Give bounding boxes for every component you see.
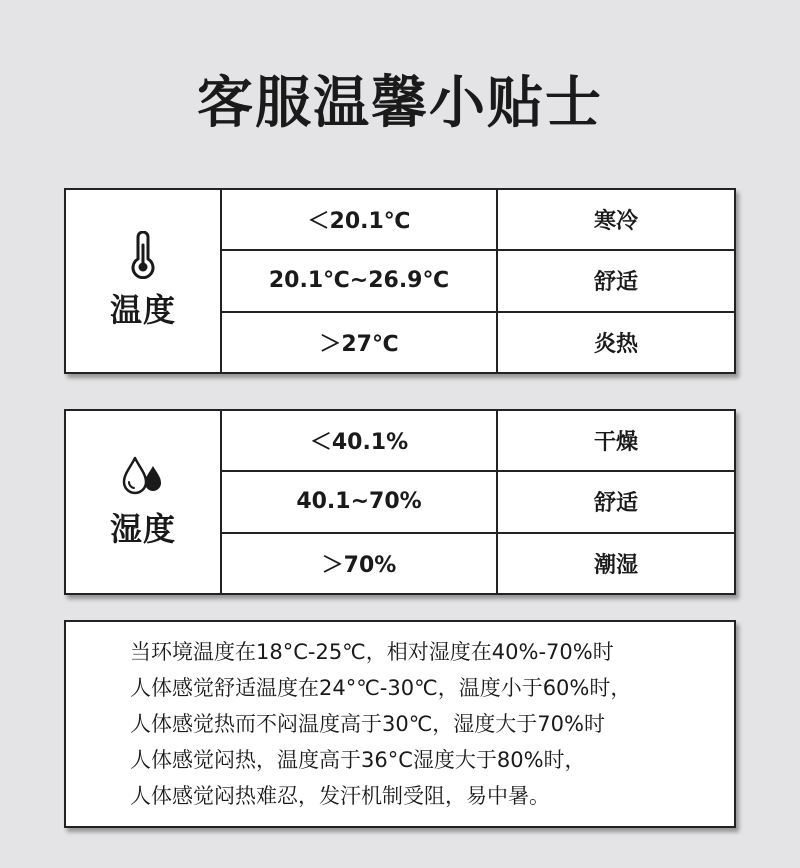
humidity-range-cell: ＜40.1% xyxy=(222,411,498,470)
note-line: 人体感觉闷热难忍，发汗机制受阻，易中暑。 xyxy=(130,784,550,808)
table-row xyxy=(222,472,734,533)
table-row xyxy=(222,190,734,251)
note-line: 人体感觉舒适温度在24°℃-30℃，温度小于60%时， xyxy=(130,676,632,700)
note-box xyxy=(64,620,736,828)
temperature-label: 温度 xyxy=(109,291,176,329)
note-line: 人体感觉闷热，温度高于36°C湿度大于80%时， xyxy=(130,748,586,772)
temperature-level-cell: 炎热 xyxy=(593,331,638,357)
page-title: 客服温馨小贴士 xyxy=(197,71,603,136)
humidity-rows xyxy=(222,411,734,593)
temperature-range-cell: 20.1℃~26.9℃ xyxy=(222,251,498,310)
temperature-header-cell xyxy=(66,190,222,372)
temperature-rows xyxy=(222,190,734,372)
thermometer-icon xyxy=(126,231,160,279)
table-row xyxy=(222,251,734,312)
humidity-level-cell: 干燥 xyxy=(593,430,638,456)
humidity-label: 湿度 xyxy=(109,510,176,548)
note-line: 当环境温度在18°C-25℃，相对湿度在40%-70%时 xyxy=(130,640,614,664)
note-line: 人体感觉热而不闷温度高于30℃，湿度大于70%时 xyxy=(130,712,605,736)
humidity-table xyxy=(64,409,736,595)
temperature-level-cell: 舒适 xyxy=(593,270,638,296)
table-row xyxy=(222,313,734,372)
humidity-range-cell: ＞70% xyxy=(222,534,498,593)
table-row xyxy=(222,411,734,472)
water-drops-icon xyxy=(120,454,166,498)
temperature-level-cell: 寒冷 xyxy=(593,209,638,235)
humidity-level-cell: 舒适 xyxy=(593,491,638,517)
humidity-header-cell xyxy=(66,411,222,593)
temperature-range-cell: ＞27℃ xyxy=(222,313,498,372)
humidity-range-cell: 40.1~70% xyxy=(222,472,498,531)
humidity-level-cell: 潮湿 xyxy=(593,552,638,578)
temperature-range-cell: ＜20.1℃ xyxy=(222,190,498,249)
temperature-table xyxy=(64,188,736,374)
table-row xyxy=(222,534,734,593)
